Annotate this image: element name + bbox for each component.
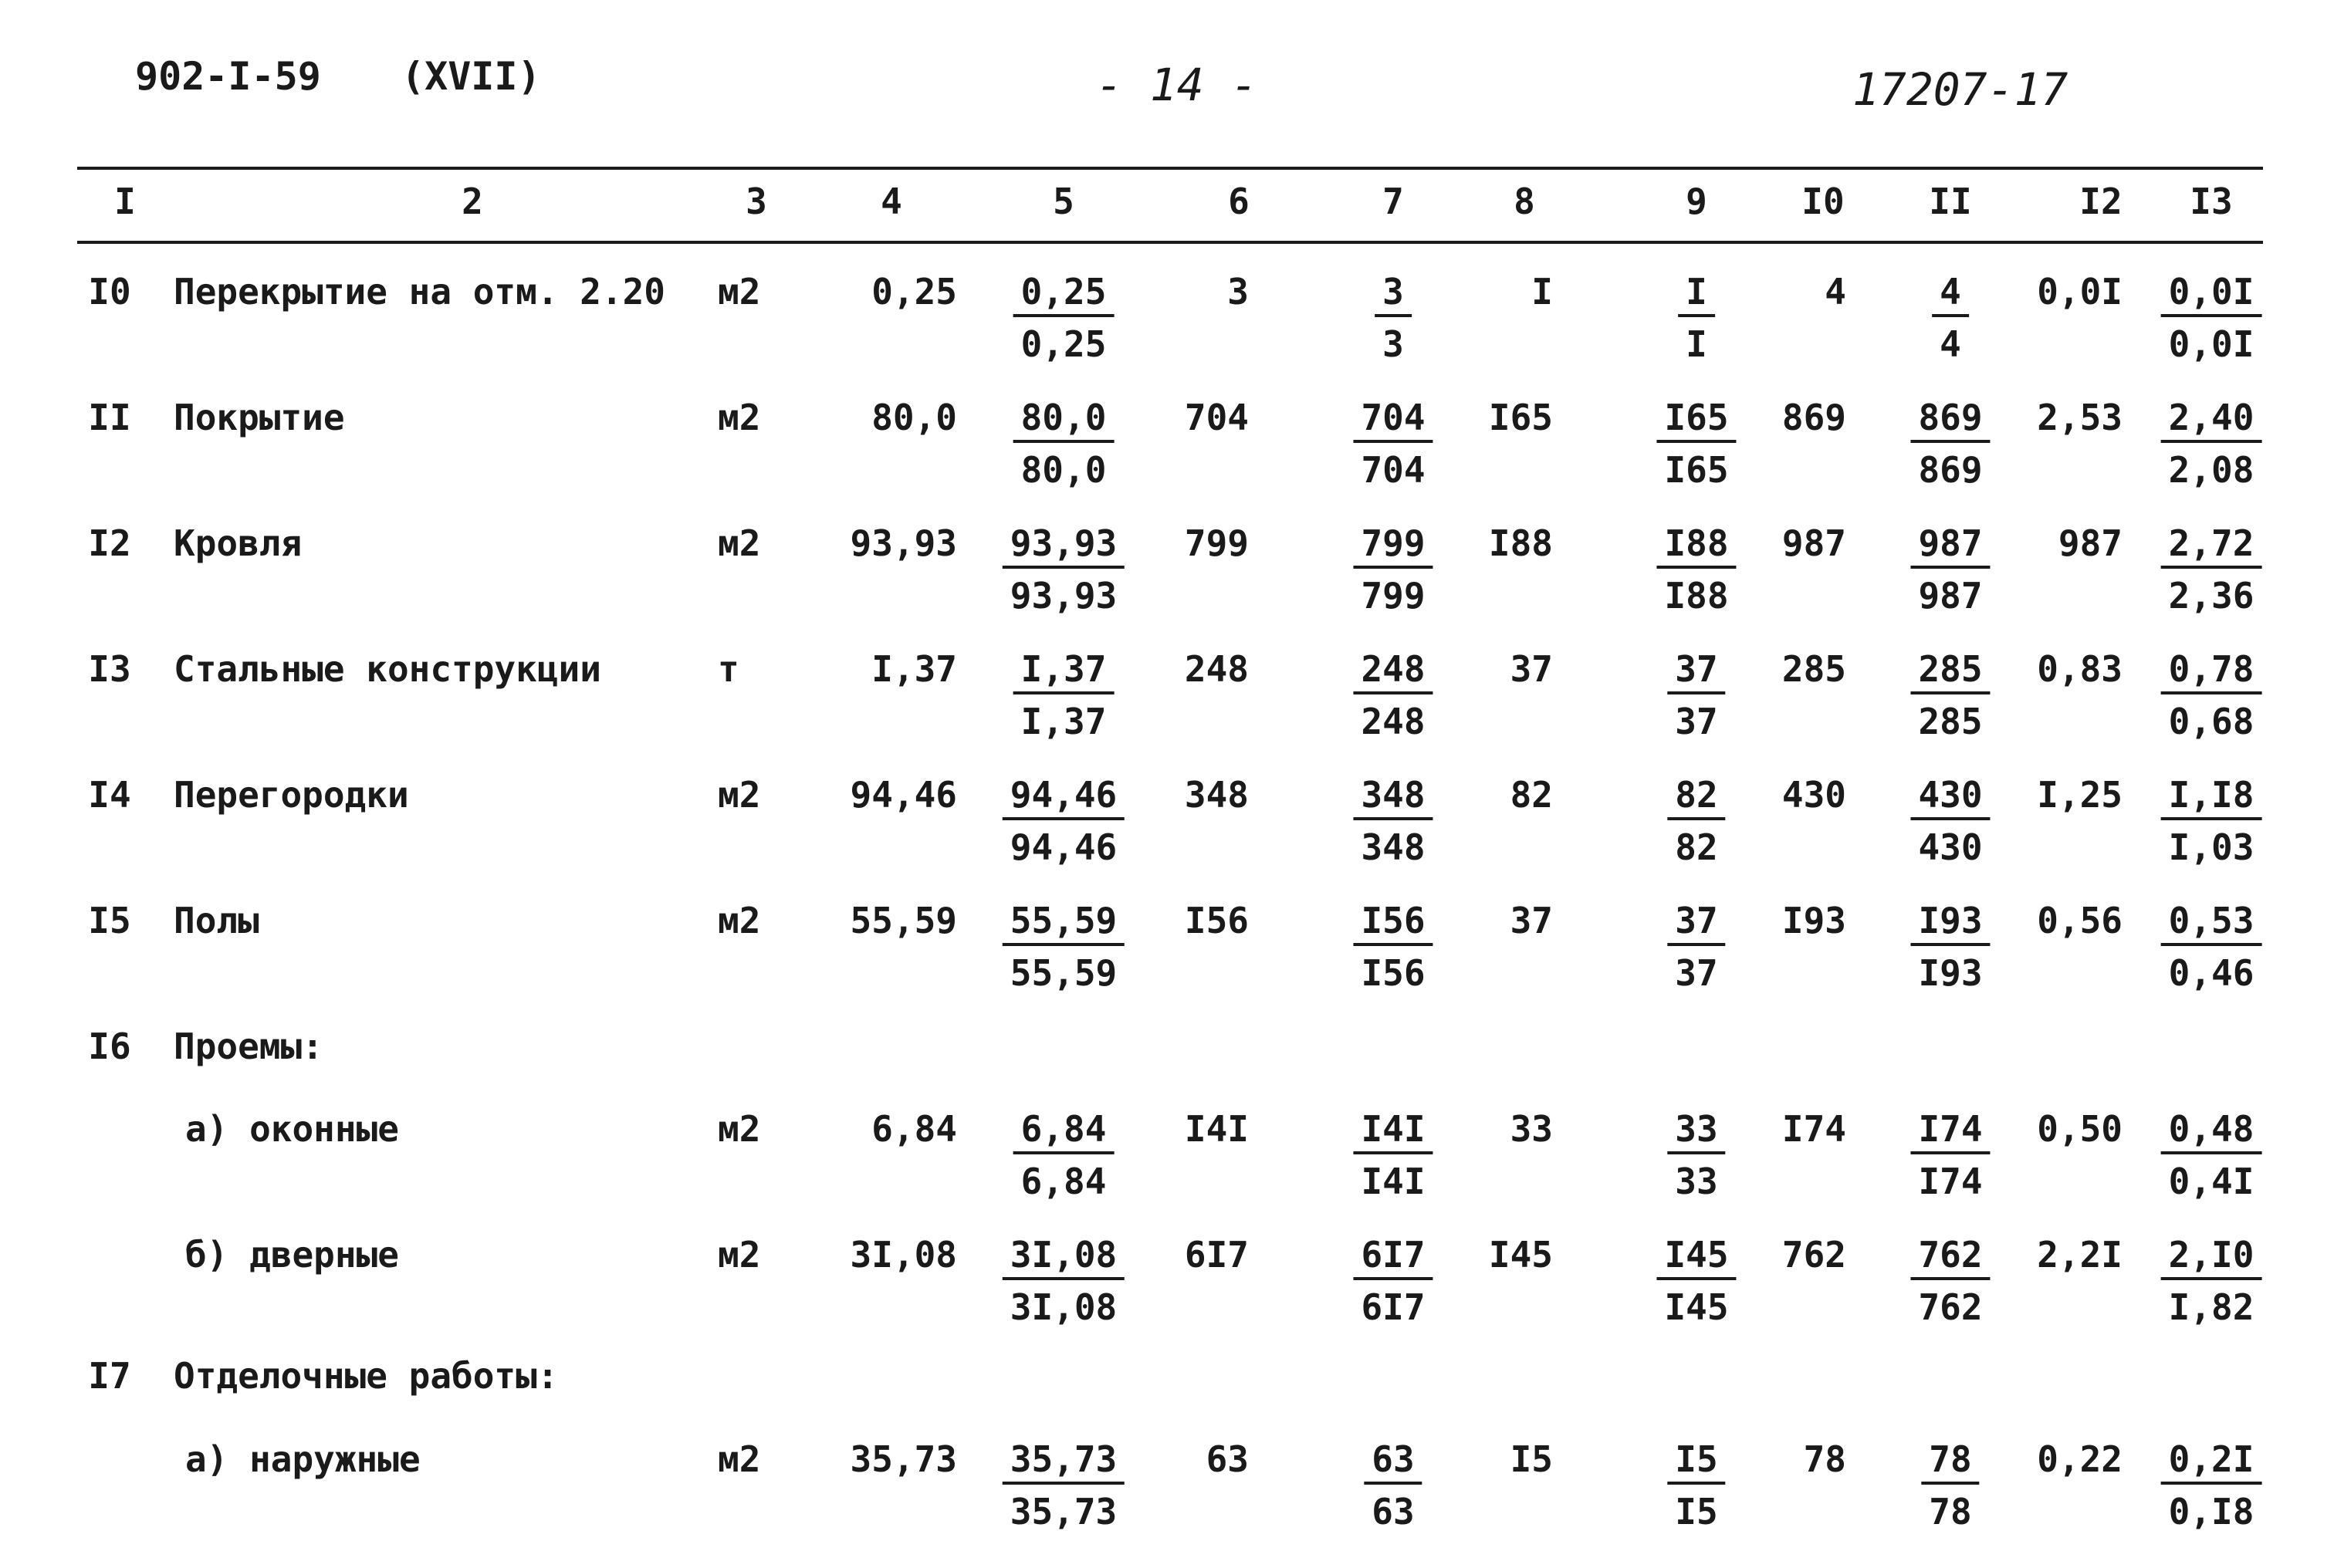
- col9-fraction-denominator: 33: [1675, 1161, 1718, 1202]
- col13-fraction-numerator: 2,40: [2161, 400, 2262, 443]
- col9-fraction-numerator: 33: [1667, 1111, 1725, 1154]
- col12-value: 0,50: [2037, 1108, 2123, 1150]
- col7-fraction-denominator: 348: [1361, 826, 1426, 868]
- col13-fraction-numerator: 0,78: [2161, 651, 2262, 694]
- row-unit: м2: [718, 900, 761, 941]
- row-number: I4: [88, 774, 131, 816]
- column-header-4: 4: [881, 181, 902, 222]
- col8-value: 37: [1510, 648, 1553, 690]
- col5-fraction: [1013, 648, 1115, 742]
- column-header-2: 2: [462, 181, 483, 222]
- col7-fraction-numerator: 348: [1353, 777, 1433, 820]
- col5-fraction: [1013, 397, 1115, 491]
- col8-value: 82: [1510, 774, 1553, 816]
- col11-fraction-numerator: 987: [1910, 525, 1990, 569]
- col7-fraction-numerator: 63: [1364, 1441, 1422, 1485]
- col9-fraction-numerator: I65: [1656, 400, 1736, 443]
- col11-fraction-denominator: 430: [1918, 826, 1983, 868]
- col11-fraction-denominator: 762: [1918, 1286, 1983, 1328]
- col5-fraction-denominator: 3I,08: [1010, 1286, 1118, 1328]
- col5-fraction-numerator: 3I,08: [1003, 1237, 1125, 1280]
- table-top-rule: [77, 167, 2263, 170]
- col13-fraction-numerator: I,I8: [2161, 777, 2262, 820]
- col8-value: 37: [1510, 900, 1553, 941]
- col5-fraction-denominator: 55,59: [1010, 952, 1118, 994]
- col7-fraction-denominator: 248: [1361, 701, 1426, 742]
- col8-value: I5: [1510, 1438, 1553, 1480]
- col9-fraction-denominator: I45: [1664, 1286, 1729, 1328]
- col6-value: I56: [1184, 900, 1249, 941]
- col11-fraction-denominator: 4: [1940, 323, 1961, 365]
- col5-fraction-denominator: 93,93: [1010, 575, 1118, 617]
- col11-fraction: [1910, 1108, 1990, 1202]
- section-number: (XVII): [401, 54, 541, 99]
- col12-value: 0,22: [2037, 1438, 2123, 1480]
- row-name: Полы: [174, 900, 259, 941]
- column-header-12: I2: [2079, 181, 2123, 222]
- col4-value: 55,59: [850, 900, 957, 941]
- col13-fraction-denominator: 0,0I: [2168, 323, 2255, 365]
- col9-fraction-denominator: 37: [1675, 701, 1718, 742]
- col7-fraction: [1353, 900, 1433, 994]
- col11-fraction: [1910, 397, 1990, 491]
- col11-fraction: [1910, 900, 1990, 994]
- col13-fraction-denominator: 0,68: [2168, 701, 2255, 742]
- col7-fraction-numerator: I56: [1353, 903, 1433, 946]
- col11-fraction-numerator: 762: [1910, 1237, 1990, 1280]
- row-name: б) дверные: [185, 1234, 399, 1276]
- col11-fraction-denominator: 78: [1929, 1491, 1972, 1533]
- col10-value: 78: [1803, 1438, 1846, 1480]
- row-number: I3: [88, 648, 131, 690]
- row-number: I6: [88, 1026, 131, 1067]
- col7-fraction: [1353, 397, 1433, 491]
- row-unit: м2: [718, 774, 761, 816]
- row-unit: м2: [718, 271, 761, 313]
- col9-fraction-numerator: 37: [1667, 903, 1725, 946]
- col7-fraction: [1353, 1108, 1433, 1202]
- col5-fraction-numerator: 93,93: [1003, 525, 1125, 569]
- column-header-13: I3: [2190, 181, 2233, 222]
- col5-fraction: [1003, 522, 1125, 617]
- col7-fraction-denominator: 799: [1361, 575, 1426, 617]
- col10-value: 430: [1781, 774, 1846, 816]
- col13-fraction: [2161, 522, 2262, 617]
- column-header-7: 7: [1382, 181, 1404, 222]
- table-header-rule: [77, 241, 2263, 244]
- column-header-8: 8: [1514, 181, 1535, 222]
- col4-value: 6,84: [871, 1108, 957, 1150]
- row-name: Перегородки: [174, 774, 409, 816]
- row-number: I5: [88, 900, 131, 941]
- column-header-3: 3: [746, 181, 767, 222]
- row-number: I2: [88, 522, 131, 564]
- col5-fraction-numerator: 55,59: [1003, 903, 1125, 946]
- col13-fraction: [2161, 397, 2262, 491]
- col8-value: I65: [1488, 397, 1553, 438]
- col6-value: 348: [1184, 774, 1249, 816]
- col6-value: 63: [1206, 1438, 1249, 1480]
- col9-fraction-denominator: I88: [1664, 575, 1729, 617]
- row-number: II: [88, 397, 131, 438]
- col5-fraction-numerator: 35,73: [1003, 1441, 1125, 1485]
- col5-fraction-denominator: 6,84: [1020, 1161, 1107, 1202]
- document-code: 902-I-59: [135, 54, 321, 99]
- col11-fraction-denominator: 869: [1918, 449, 1983, 491]
- col7-fraction: [1353, 648, 1433, 742]
- row-name: а) наружные: [185, 1438, 421, 1480]
- col9-fraction-numerator: 82: [1667, 777, 1725, 820]
- col11-fraction: [1910, 522, 1990, 617]
- col5-fraction-denominator: 80,0: [1020, 449, 1107, 491]
- col5-fraction: [1003, 900, 1125, 994]
- col7-fraction-numerator: 248: [1353, 651, 1433, 694]
- col9-fraction-denominator: 37: [1675, 952, 1718, 994]
- col10-value: 762: [1781, 1234, 1846, 1276]
- col9-fraction-numerator: I5: [1667, 1441, 1725, 1485]
- col9-fraction: [1678, 271, 1715, 365]
- col11-fraction-numerator: 285: [1910, 651, 1990, 694]
- col13-fraction-denominator: 2,08: [2168, 449, 2255, 491]
- row-number: I7: [88, 1355, 131, 1397]
- page-number: - 14 -: [1096, 59, 1258, 111]
- col6-value: 3: [1227, 271, 1249, 313]
- col9-fraction: [1667, 1108, 1725, 1202]
- col11-fraction: [1910, 1234, 1990, 1328]
- col8-value: I88: [1488, 522, 1553, 564]
- document-number: 17207-17: [1852, 63, 2068, 116]
- col13-fraction: [2161, 900, 2262, 994]
- col13-fraction-numerator: 0,53: [2161, 903, 2262, 946]
- col4-value: 94,46: [850, 774, 957, 816]
- col13-fraction-numerator: 0,48: [2161, 1111, 2262, 1154]
- col7-fraction: [1375, 271, 1412, 365]
- col5-fraction-denominator: 35,73: [1010, 1491, 1118, 1533]
- col13-fraction: [2161, 1108, 2262, 1202]
- col7-fraction-numerator: 6I7: [1353, 1237, 1433, 1280]
- col4-value: 93,93: [850, 522, 957, 564]
- col5-fraction: [1003, 1234, 1125, 1328]
- row-name: Перекрытие на отм. 2.20: [174, 271, 665, 313]
- col5-fraction-numerator: 94,46: [1003, 777, 1125, 820]
- col11-fraction-numerator: 78: [1921, 1441, 1979, 1485]
- col9-fraction-denominator: I65: [1664, 449, 1729, 491]
- col6-value: 6I7: [1184, 1234, 1249, 1276]
- col6-value: I4I: [1184, 1108, 1249, 1150]
- col7-fraction: [1353, 1234, 1433, 1328]
- col9-fraction-denominator: I5: [1675, 1491, 1718, 1533]
- col13-fraction-numerator: 2,I0: [2161, 1237, 2262, 1280]
- col7-fraction: [1364, 1438, 1422, 1533]
- col11-fraction-numerator: 869: [1910, 400, 1990, 443]
- row-unit: м2: [718, 397, 761, 438]
- row-name: а) оконные: [185, 1108, 399, 1150]
- col12-value: 0,56: [2037, 900, 2123, 941]
- col7-fraction-numerator: 704: [1353, 400, 1433, 443]
- col5-fraction-denominator: 94,46: [1010, 826, 1118, 868]
- col5-fraction: [1013, 1108, 1115, 1202]
- col7-fraction-numerator: 799: [1353, 525, 1433, 569]
- col5-fraction-numerator: 80,0: [1013, 400, 1115, 443]
- col7-fraction-denominator: 3: [1382, 323, 1404, 365]
- col11-fraction: [1932, 271, 1969, 365]
- col12-value: 2,53: [2037, 397, 2123, 438]
- col9-fraction-numerator: I45: [1656, 1237, 1736, 1280]
- col13-fraction-denominator: I,03: [2168, 826, 2255, 868]
- col7-fraction-denominator: 6I7: [1361, 1286, 1426, 1328]
- col5-fraction-numerator: I,37: [1013, 651, 1115, 694]
- col7-fraction-numerator: 3: [1375, 274, 1412, 317]
- col13-fraction: [2161, 774, 2262, 868]
- col9-fraction-denominator: I: [1686, 323, 1707, 365]
- col6-value: 799: [1184, 522, 1249, 564]
- col4-value: 35,73: [850, 1438, 957, 1480]
- row-name: Кровля: [174, 522, 303, 564]
- col13-fraction-denominator: 0,46: [2168, 952, 2255, 994]
- col10-value: I93: [1781, 900, 1846, 941]
- row-unit: т: [718, 648, 739, 690]
- col10-value: 869: [1781, 397, 1846, 438]
- col4-value: 3I,08: [850, 1234, 957, 1276]
- col8-value: 33: [1510, 1108, 1553, 1150]
- col5-fraction-numerator: 6,84: [1013, 1111, 1115, 1154]
- col9-fraction: [1656, 1234, 1736, 1328]
- col5-fraction-denominator: I,37: [1020, 701, 1107, 742]
- col10-value: 4: [1825, 271, 1846, 313]
- row-unit: м2: [718, 1234, 761, 1276]
- col9-fraction-numerator: I: [1678, 274, 1715, 317]
- col6-value: 704: [1184, 397, 1249, 438]
- col11-fraction-numerator: I74: [1910, 1111, 1990, 1154]
- row-number: I0: [88, 271, 131, 313]
- col11-fraction: [1921, 1438, 1979, 1533]
- col12-value: 2,2I: [2037, 1234, 2123, 1276]
- row-name: Проемы:: [174, 1026, 323, 1067]
- col10-value: 285: [1781, 648, 1846, 690]
- col9-fraction-denominator: 82: [1675, 826, 1718, 868]
- col7-fraction-denominator: I4I: [1361, 1161, 1426, 1202]
- col9-fraction-numerator: 37: [1667, 651, 1725, 694]
- col13-fraction-numerator: 2,72: [2161, 525, 2262, 569]
- col8-value: I45: [1488, 1234, 1553, 1276]
- col9-fraction: [1667, 648, 1725, 742]
- col11-fraction-denominator: I93: [1918, 952, 1983, 994]
- row-unit: м2: [718, 1438, 761, 1480]
- col9-fraction: [1656, 522, 1736, 617]
- column-header-9: 9: [1686, 181, 1707, 222]
- col11-fraction: [1910, 648, 1990, 742]
- column-header-6: 6: [1228, 181, 1250, 222]
- col5-fraction: [1003, 1438, 1125, 1533]
- col9-fraction: [1656, 397, 1736, 491]
- col4-value: 0,25: [871, 271, 957, 313]
- col5-fraction-numerator: 0,25: [1013, 274, 1115, 317]
- col5-fraction-denominator: 0,25: [1020, 323, 1107, 365]
- col13-fraction-numerator: 0,0I: [2161, 274, 2262, 317]
- row-unit: м2: [718, 522, 761, 564]
- col11-fraction-denominator: 987: [1918, 575, 1983, 617]
- col7-fraction-denominator: 704: [1361, 449, 1426, 491]
- col7-fraction: [1353, 774, 1433, 868]
- column-header-11: II: [1929, 181, 1972, 222]
- col9-fraction: [1667, 774, 1725, 868]
- col13-fraction: [2161, 1438, 2262, 1533]
- col13-fraction: [2161, 271, 2262, 365]
- col13-fraction-denominator: I,82: [2168, 1286, 2255, 1328]
- col7-fraction-denominator: 63: [1372, 1491, 1415, 1533]
- col12-value: I,25: [2037, 774, 2123, 816]
- row-name: Покрытие: [174, 397, 345, 438]
- col13-fraction-denominator: 0,4I: [2168, 1161, 2255, 1202]
- col9-fraction: [1667, 1438, 1725, 1533]
- col9-fraction-numerator: I88: [1656, 525, 1736, 569]
- col7-fraction: [1353, 522, 1433, 617]
- col11-fraction-numerator: 4: [1932, 274, 1969, 317]
- col9-fraction: [1667, 900, 1725, 994]
- col7-fraction-numerator: I4I: [1353, 1111, 1433, 1154]
- col11-fraction-denominator: 285: [1918, 701, 1983, 742]
- col4-value: I,37: [871, 648, 957, 690]
- col13-fraction: [2161, 1234, 2262, 1328]
- column-header-1: I: [114, 181, 136, 222]
- col8-value: I: [1531, 271, 1553, 313]
- col13-fraction: [2161, 648, 2262, 742]
- col5-fraction: [1013, 271, 1115, 365]
- col12-value: 0,0I: [2037, 271, 2123, 313]
- col10-value: I74: [1781, 1108, 1846, 1150]
- col10-value: 987: [1781, 522, 1846, 564]
- column-header-5: 5: [1053, 181, 1074, 222]
- col4-value: 80,0: [871, 397, 957, 438]
- col13-fraction-denominator: 0,I8: [2168, 1491, 2255, 1533]
- col11-fraction-numerator: 430: [1910, 777, 1990, 820]
- col11-fraction: [1910, 774, 1990, 868]
- col6-value: 248: [1184, 648, 1249, 690]
- row-name: Отделочные работы:: [174, 1355, 559, 1397]
- row-unit: м2: [718, 1108, 761, 1150]
- row-name: Стальные конструкции: [174, 648, 601, 690]
- col11-fraction-numerator: I93: [1910, 903, 1990, 946]
- col5-fraction: [1003, 774, 1125, 868]
- column-header-10: I0: [1801, 181, 1845, 222]
- col7-fraction-denominator: I56: [1361, 952, 1426, 994]
- col12-value: 987: [2058, 522, 2123, 564]
- col13-fraction-numerator: 0,2I: [2161, 1441, 2262, 1485]
- col11-fraction-denominator: I74: [1918, 1161, 1983, 1202]
- col13-fraction-denominator: 2,36: [2168, 575, 2255, 617]
- col12-value: 0,83: [2037, 648, 2123, 690]
